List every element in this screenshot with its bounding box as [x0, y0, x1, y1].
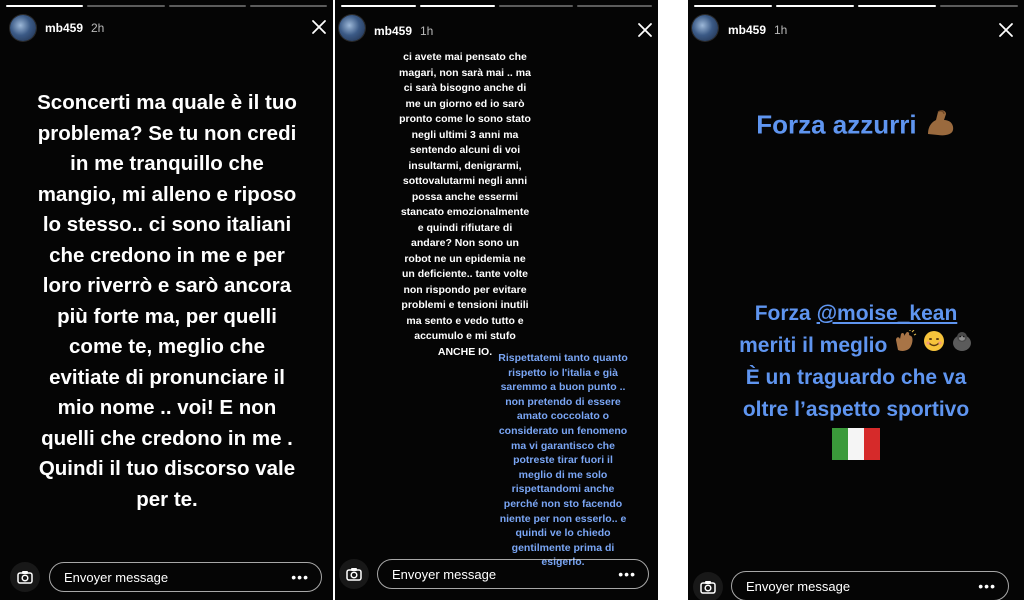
- progress-segment: [169, 5, 246, 7]
- story-line: È un traguardo che va: [745, 366, 967, 390]
- message-input[interactable]: [390, 566, 618, 583]
- post-time: 1h: [420, 24, 434, 38]
- line-prefix: Forza: [754, 302, 817, 325]
- send-message-field[interactable]: [377, 559, 649, 589]
- close-icon[interactable]: [997, 21, 1015, 39]
- close-icon[interactable]: [636, 21, 654, 39]
- avatar[interactable]: [339, 15, 365, 41]
- story-line: oltre l’aspetto sportivo: [742, 398, 970, 422]
- story-panel-2: [335, 0, 658, 600]
- story-text: Sconcerti ma quale è il tuo problema? Se tu non credi in me tranquillo che mangio, mi alleno e riposo lo stesso.. ci sono italiani che credono in me e per loro riverrò e sarò ancora più forte ma, per quelli come te, meglio che evitiate di pronunciare il mio nome .. voi! E non quelli che credono in me . Quindi il tuo discorso vale per te.: [37, 91, 297, 511]
- story-progress-bars: [694, 5, 1018, 7]
- username[interactable]: mb459: [374, 24, 413, 38]
- send-message-field[interactable]: [731, 571, 1009, 600]
- more-options-icon[interactable]: •••: [978, 578, 996, 594]
- message-input[interactable]: [62, 569, 291, 586]
- story-panel-3: [688, 0, 1024, 600]
- story-headline: [688, 108, 1024, 145]
- camera-icon[interactable]: [693, 572, 723, 600]
- progress-segment: [87, 5, 164, 7]
- progress-segment: [250, 5, 327, 7]
- progress-segment: [776, 5, 854, 7]
- post-time: 1h: [774, 23, 788, 37]
- close-icon[interactable]: [310, 18, 328, 36]
- clapping-hands-emoji: [893, 330, 917, 362]
- avatar[interactable]: [692, 15, 718, 41]
- send-message-field[interactable]: [49, 562, 322, 592]
- more-options-icon[interactable]: •••: [291, 569, 309, 585]
- progress-segment: [577, 5, 652, 7]
- story-line: [688, 426, 1024, 472]
- story-message: [688, 298, 1024, 472]
- story-progress-bars: [341, 5, 652, 7]
- progress-segment: [940, 5, 1018, 7]
- username[interactable]: mb459: [45, 21, 84, 35]
- message-input[interactable]: [744, 578, 978, 595]
- story-progress-bars: [6, 5, 327, 7]
- more-options-icon[interactable]: •••: [618, 566, 636, 582]
- username[interactable]: mb459: [728, 23, 767, 37]
- line-text: meriti il meglio: [739, 334, 888, 357]
- story-text-white: ci avete mai pensato che magari, non sarà mai .. ma ci sarà bisogno anche di me un giorno ed io sarò pronto come lo sono stato negli ultimi 3 anni ma sentendo alcuni di voi insultarmi, denigrarmi, sottovalutarmi negli anni possa anche essermi stancato emozionalmente e quindi rifiutare di andare? Non sono un robot ne un epidemia ne un deficiente.. tante volte non rispondo per evitare problemi e tensioni inutili ma sento e vedo tutto e accumulo e mi stufo ANCHE IO.: [399, 51, 531, 358]
- progress-segment: [6, 5, 83, 7]
- progress-segment: [420, 5, 495, 7]
- story-text-blue: Rispettatemi tanto quanto rispetto io l'italia e già saremmo a buon punto .. non pretendo di essere amato coccolato o considerato un fenomeno ma vi garantisco che potreste tirar fuori il meglio di me solo rispettandomi anche perché non sto facendo niente per non esserlo.. e quindi ve lo chiedo gentilmente prima di esigerlo.: [498, 352, 628, 569]
- progress-segment: [499, 5, 574, 7]
- camera-icon[interactable]: [10, 562, 40, 592]
- headline-text: Forza azzurri: [756, 109, 917, 140]
- avatar[interactable]: [10, 15, 36, 41]
- gorilla-emoji: [951, 330, 973, 362]
- story-panel-1: [0, 0, 333, 600]
- camera-icon[interactable]: [339, 559, 369, 589]
- flexed-biceps-emoji: [924, 108, 956, 145]
- mention-link[interactable]: @moise_kean: [816, 302, 958, 325]
- smiling-face-emoji: [923, 330, 945, 362]
- progress-segment: [341, 5, 416, 7]
- italy-flag-emoji: [832, 426, 880, 472]
- progress-segment: [694, 5, 772, 7]
- progress-segment: [858, 5, 936, 7]
- post-time: 2h: [91, 21, 105, 35]
- story-line: [688, 330, 1024, 362]
- story-line: [688, 298, 1024, 330]
